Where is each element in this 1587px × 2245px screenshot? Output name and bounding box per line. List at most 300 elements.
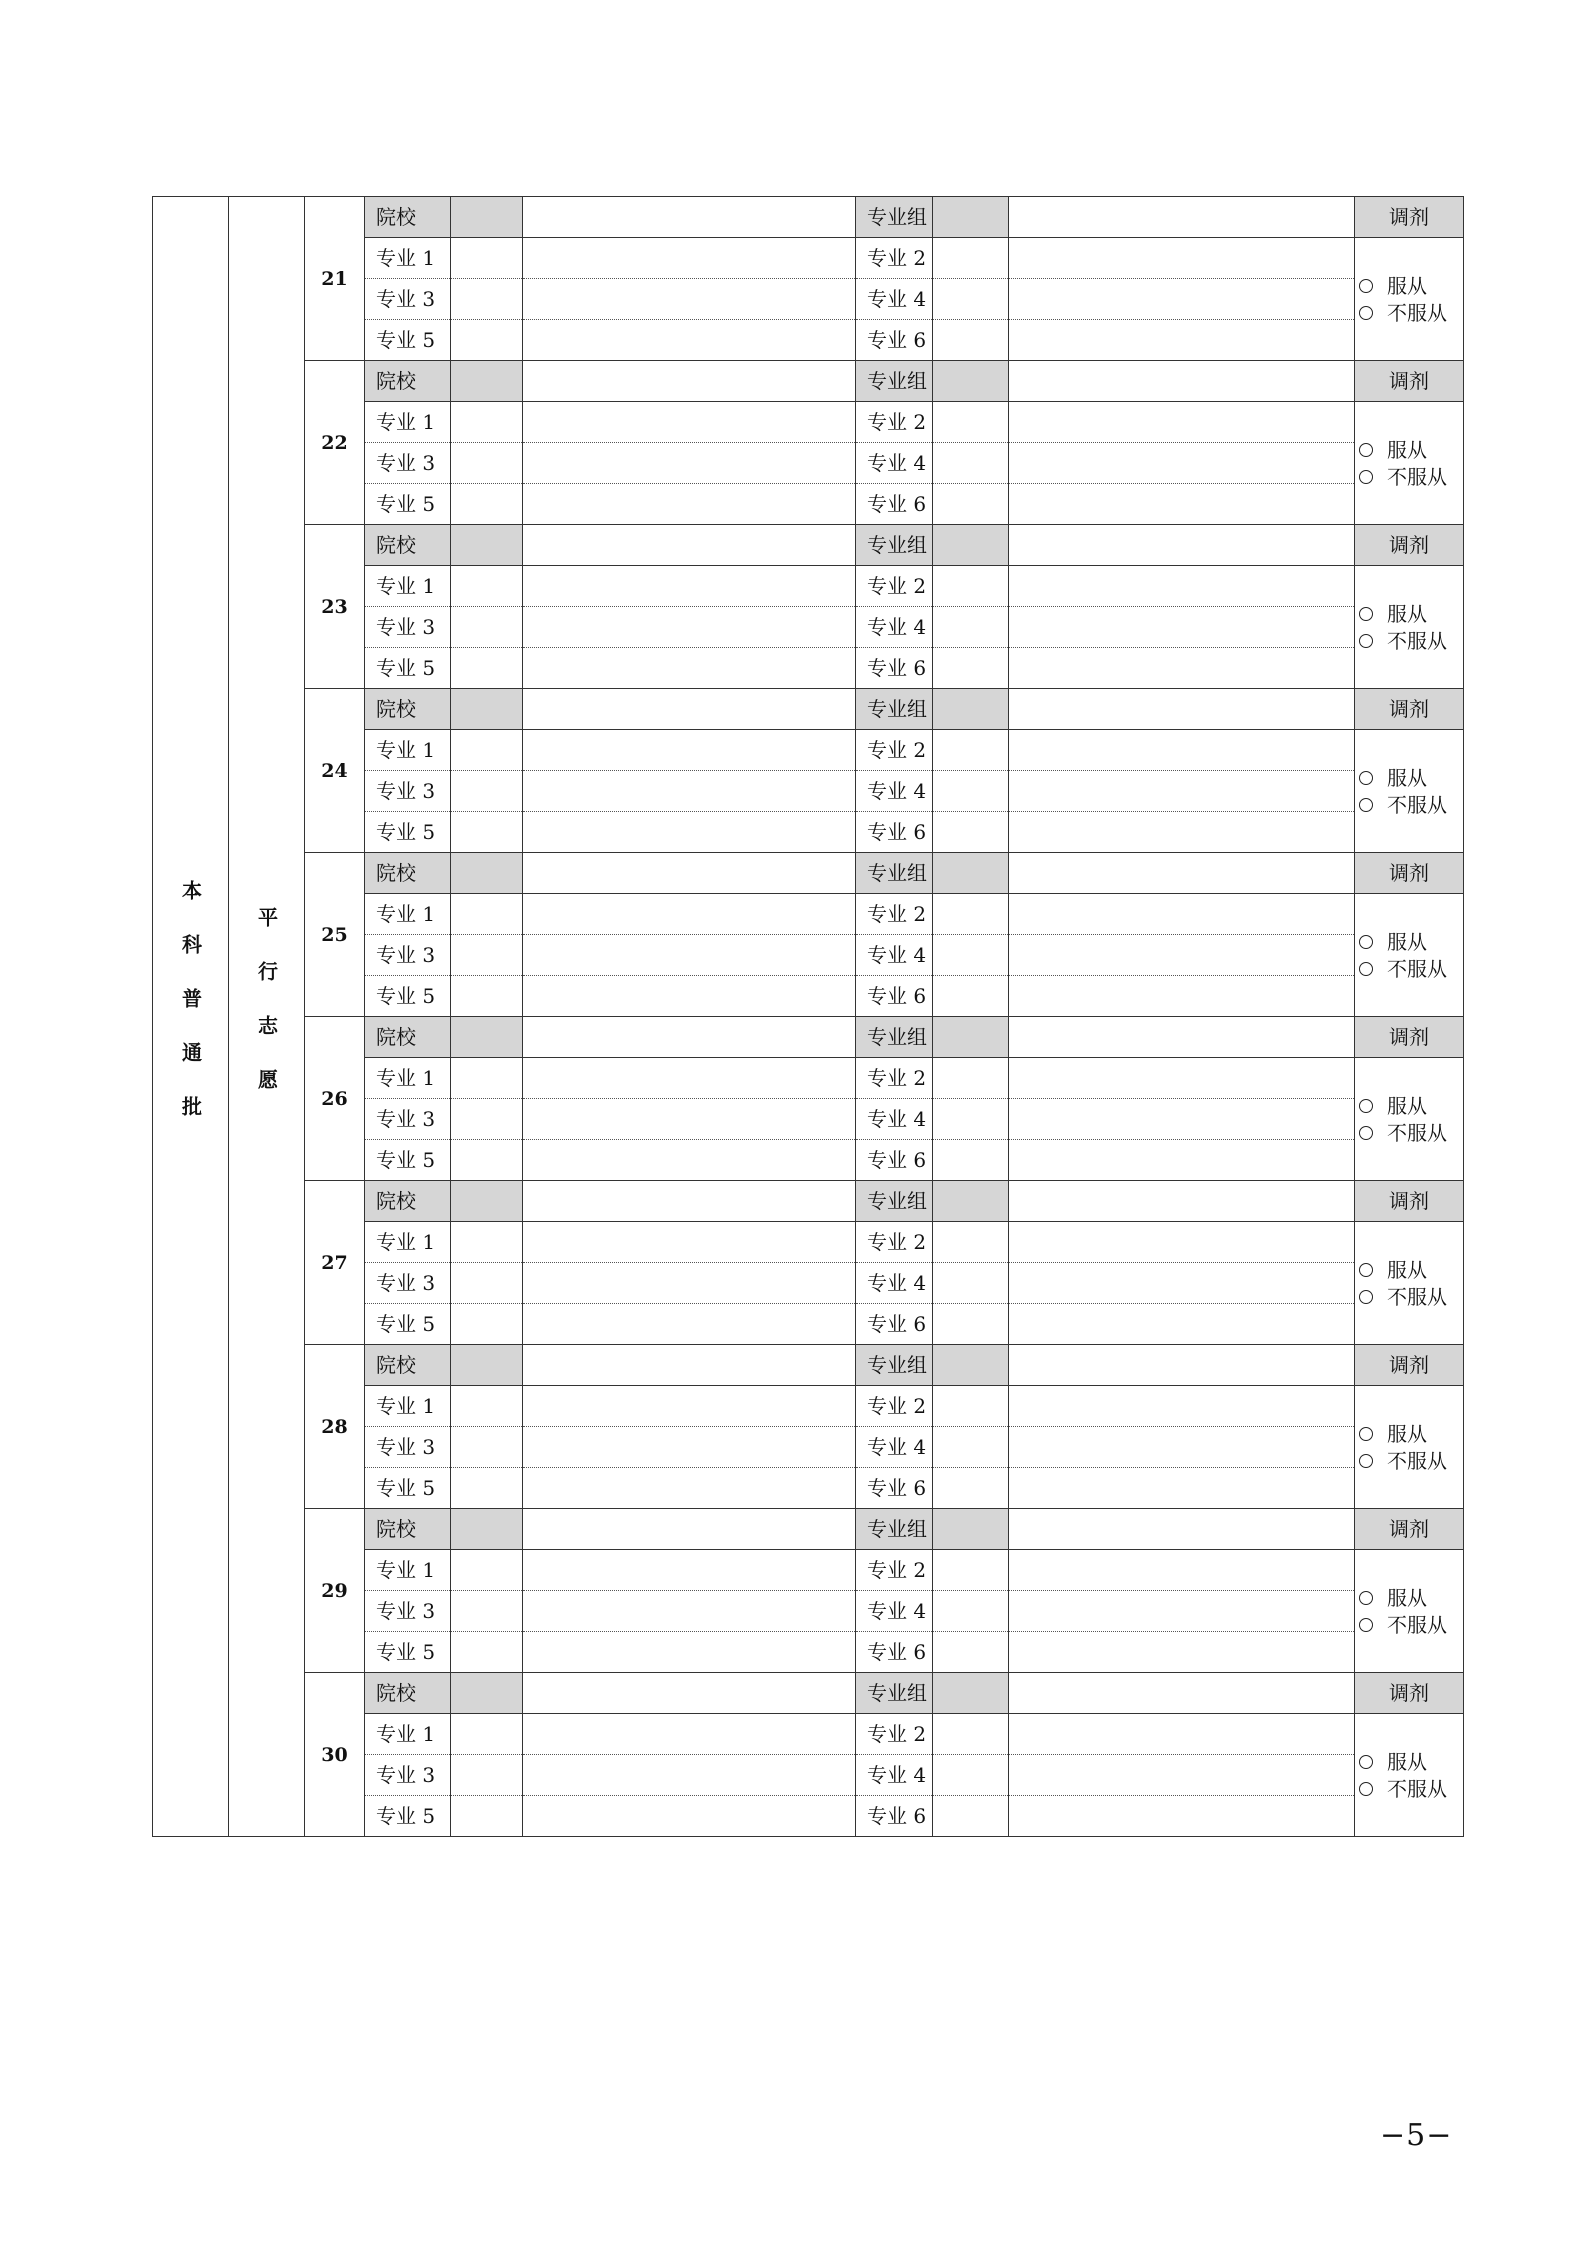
major-6-name-field[interactable] bbox=[1009, 976, 1355, 1017]
not-obey-option[interactable] bbox=[1359, 1775, 1463, 1802]
group-name-field[interactable] bbox=[1009, 689, 1355, 730]
major-1-name-field[interactable] bbox=[523, 1714, 856, 1755]
major-4-name-field[interactable] bbox=[1009, 1263, 1355, 1304]
school-name-field[interactable] bbox=[523, 1673, 856, 1714]
major-3-name-field[interactable] bbox=[523, 1263, 856, 1304]
major-2-label: 专业 2 bbox=[856, 1222, 933, 1263]
group-code-field[interactable] bbox=[933, 525, 1009, 566]
major-5-name-field[interactable] bbox=[523, 1796, 856, 1837]
major-5-name-field[interactable] bbox=[523, 1140, 856, 1181]
major-1-label: 专业 1 bbox=[365, 1714, 451, 1755]
school-code-field[interactable] bbox=[451, 1345, 523, 1386]
radio-circle-icon[interactable] bbox=[1359, 607, 1373, 621]
major-6-label: 专业 6 bbox=[856, 812, 933, 853]
major-1-name-field[interactable] bbox=[523, 1222, 856, 1263]
major-1-name-field[interactable] bbox=[523, 1386, 856, 1427]
major-6-code-field[interactable] bbox=[933, 1468, 1009, 1509]
radio-circle-icon[interactable] bbox=[1359, 634, 1373, 648]
major-1-code-field[interactable] bbox=[451, 1058, 523, 1099]
major-4-label: 专业 4 bbox=[856, 1591, 933, 1632]
obey-option[interactable] bbox=[1359, 1420, 1463, 1447]
major-5-label: 专业 5 bbox=[365, 648, 451, 689]
major-6-code-field[interactable] bbox=[933, 976, 1009, 1017]
major-4-code-field[interactable] bbox=[933, 1755, 1009, 1796]
group-name-field[interactable] bbox=[1009, 1345, 1355, 1386]
not-obey-option-label: 不服从 bbox=[1387, 1448, 1447, 1473]
major-4-code-field[interactable] bbox=[933, 1099, 1009, 1140]
group-name-field[interactable] bbox=[1009, 361, 1355, 402]
adjust-label: 调剂 bbox=[1355, 1509, 1464, 1550]
school-label: 院校 bbox=[365, 1673, 451, 1714]
major-1-code-field[interactable] bbox=[451, 730, 523, 771]
major-1-label: 专业 1 bbox=[365, 238, 451, 279]
group-code-field[interactable] bbox=[933, 689, 1009, 730]
major-1-name-field[interactable] bbox=[523, 1058, 856, 1099]
major-2-label: 专业 2 bbox=[856, 1058, 933, 1099]
major-1-code-field[interactable] bbox=[451, 402, 523, 443]
group-label: 专业组 bbox=[856, 361, 933, 402]
adjust-options bbox=[1355, 566, 1464, 689]
radio-circle-icon[interactable] bbox=[1359, 935, 1373, 949]
major-1-label: 专业 1 bbox=[365, 566, 451, 607]
major-1-code-field[interactable] bbox=[451, 1386, 523, 1427]
major-3-name-field[interactable] bbox=[523, 1755, 856, 1796]
major-2-label: 专业 2 bbox=[856, 894, 933, 935]
adjust-options bbox=[1355, 402, 1464, 525]
not-obey-option[interactable] bbox=[1359, 627, 1463, 654]
major-3-label: 专业 3 bbox=[365, 1755, 451, 1796]
major-4-code-field[interactable] bbox=[933, 1591, 1009, 1632]
radio-circle-icon[interactable] bbox=[1359, 443, 1373, 457]
major-2-code-field[interactable] bbox=[933, 1714, 1009, 1755]
major-3-code-field[interactable] bbox=[451, 443, 523, 484]
entry-29-header-row bbox=[153, 1509, 1464, 1550]
school-code-field[interactable] bbox=[451, 1017, 523, 1058]
major-6-name-field[interactable] bbox=[1009, 812, 1355, 853]
entry-26-header-row bbox=[153, 1017, 1464, 1058]
major-4-name-field[interactable] bbox=[1009, 1755, 1355, 1796]
school-label: 院校 bbox=[365, 1017, 451, 1058]
major-3-name-field[interactable] bbox=[523, 1427, 856, 1468]
group-code-field[interactable] bbox=[933, 197, 1009, 238]
major-3-label: 专业 3 bbox=[365, 607, 451, 648]
obey-option[interactable] bbox=[1359, 1092, 1463, 1119]
obey-option[interactable] bbox=[1359, 928, 1463, 955]
major-3-label: 专业 3 bbox=[365, 1591, 451, 1632]
group-code-field[interactable] bbox=[933, 361, 1009, 402]
radio-circle-icon[interactable] bbox=[1359, 470, 1373, 484]
major-1-label: 专业 1 bbox=[365, 730, 451, 771]
school-code-field[interactable] bbox=[451, 525, 523, 566]
group-code-field[interactable] bbox=[933, 1017, 1009, 1058]
major-2-code-field[interactable] bbox=[933, 402, 1009, 443]
not-obey-option-label: 不服从 bbox=[1387, 1284, 1447, 1309]
group-label: 专业组 bbox=[856, 1345, 933, 1386]
major-4-code-field[interactable] bbox=[933, 1263, 1009, 1304]
major-5-code-field[interactable] bbox=[451, 1796, 523, 1837]
major-5-code-field[interactable] bbox=[451, 812, 523, 853]
major-6-code-field[interactable] bbox=[933, 648, 1009, 689]
major-5-label: 专业 5 bbox=[365, 1304, 451, 1345]
major-1-name-field[interactable] bbox=[523, 402, 856, 443]
major-5-label: 专业 5 bbox=[365, 976, 451, 1017]
entry-22-header-row bbox=[153, 361, 1464, 402]
school-label: 院校 bbox=[365, 853, 451, 894]
major-3-name-field[interactable] bbox=[523, 1099, 856, 1140]
major-3-name-field[interactable] bbox=[523, 279, 856, 320]
radio-circle-icon[interactable] bbox=[1359, 306, 1373, 320]
school-code-field[interactable] bbox=[451, 197, 523, 238]
group-name-field[interactable] bbox=[1009, 1017, 1355, 1058]
major-2-code-field[interactable] bbox=[933, 238, 1009, 279]
major-5-label: 专业 5 bbox=[365, 1140, 451, 1181]
major-3-code-field[interactable] bbox=[451, 1755, 523, 1796]
obey-option[interactable] bbox=[1359, 764, 1463, 791]
major-4-name-field[interactable] bbox=[1009, 1099, 1355, 1140]
major-3-name-field[interactable] bbox=[523, 443, 856, 484]
major-3-label: 专业 3 bbox=[365, 279, 451, 320]
major-6-code-field[interactable] bbox=[933, 812, 1009, 853]
major-6-code-field[interactable] bbox=[933, 1140, 1009, 1181]
obey-option-label: 服从 bbox=[1387, 765, 1427, 790]
school-name-field[interactable] bbox=[523, 1509, 856, 1550]
major-1-label: 专业 1 bbox=[365, 1058, 451, 1099]
major-6-name-field[interactable] bbox=[1009, 1304, 1355, 1345]
group-label: 专业组 bbox=[856, 1673, 933, 1714]
major-2-label: 专业 2 bbox=[856, 1550, 933, 1591]
major-6-name-field[interactable] bbox=[1009, 1632, 1355, 1673]
major-5-code-field[interactable] bbox=[451, 1304, 523, 1345]
radio-circle-icon[interactable] bbox=[1359, 1782, 1373, 1796]
major-5-name-field[interactable] bbox=[523, 812, 856, 853]
school-label: 院校 bbox=[365, 525, 451, 566]
major-4-label: 专业 4 bbox=[856, 443, 933, 484]
major-1-code-field[interactable] bbox=[451, 566, 523, 607]
major-5-code-field[interactable] bbox=[451, 976, 523, 1017]
group-name-field[interactable] bbox=[1009, 853, 1355, 894]
major-6-name-field[interactable] bbox=[1009, 1796, 1355, 1837]
school-label: 院校 bbox=[365, 1509, 451, 1550]
entry-30-header-row bbox=[153, 1673, 1464, 1714]
entry-number: 23 bbox=[305, 525, 365, 689]
adjust-options bbox=[1355, 1222, 1464, 1345]
school-name-field[interactable] bbox=[523, 853, 856, 894]
obey-option[interactable] bbox=[1359, 1584, 1463, 1611]
radio-circle-icon[interactable] bbox=[1359, 771, 1373, 785]
major-1-name-field[interactable] bbox=[523, 1550, 856, 1591]
major-3-code-field[interactable] bbox=[451, 1427, 523, 1468]
school-code-field[interactable] bbox=[451, 853, 523, 894]
major-2-code-field[interactable] bbox=[933, 730, 1009, 771]
school-name-field[interactable] bbox=[523, 1181, 856, 1222]
group-label: 专业组 bbox=[856, 853, 933, 894]
major-1-code-field[interactable] bbox=[451, 1222, 523, 1263]
major-5-code-field[interactable] bbox=[451, 484, 523, 525]
major-6-name-field[interactable] bbox=[1009, 648, 1355, 689]
major-1-code-field[interactable] bbox=[451, 1714, 523, 1755]
obey-option-label: 服从 bbox=[1387, 437, 1427, 462]
major-4-code-field[interactable] bbox=[933, 935, 1009, 976]
major-4-name-field[interactable] bbox=[1009, 771, 1355, 812]
school-label: 院校 bbox=[365, 1345, 451, 1386]
obey-option-label: 服从 bbox=[1387, 929, 1427, 954]
major-4-code-field[interactable] bbox=[933, 607, 1009, 648]
major-5-code-field[interactable] bbox=[451, 1468, 523, 1509]
major-5-label: 专业 5 bbox=[365, 1468, 451, 1509]
major-5-label: 专业 5 bbox=[365, 1632, 451, 1673]
major-6-name-field[interactable] bbox=[1009, 484, 1355, 525]
obey-option[interactable] bbox=[1359, 1256, 1463, 1283]
school-code-field[interactable] bbox=[451, 361, 523, 402]
group-name-field[interactable] bbox=[1009, 1509, 1355, 1550]
major-2-name-field[interactable] bbox=[1009, 1058, 1355, 1099]
group-name-field[interactable] bbox=[1009, 1673, 1355, 1714]
adjust-label: 调剂 bbox=[1355, 1181, 1464, 1222]
entry-25-header-row bbox=[153, 853, 1464, 894]
group-label: 专业组 bbox=[856, 197, 933, 238]
major-2-name-field[interactable] bbox=[1009, 402, 1355, 443]
major-5-label: 专业 5 bbox=[365, 1796, 451, 1837]
major-1-name-field[interactable] bbox=[523, 894, 856, 935]
entry-27-header-row bbox=[153, 1181, 1464, 1222]
major-6-label: 专业 6 bbox=[856, 976, 933, 1017]
group-label: 专业组 bbox=[856, 1017, 933, 1058]
entry-21-header-row bbox=[153, 197, 1464, 238]
major-3-name-field[interactable] bbox=[523, 771, 856, 812]
school-code-field[interactable] bbox=[451, 689, 523, 730]
major-6-label: 专业 6 bbox=[856, 1468, 933, 1509]
major-5-code-field[interactable] bbox=[451, 648, 523, 689]
adjust-label: 调剂 bbox=[1355, 1017, 1464, 1058]
major-5-name-field[interactable] bbox=[523, 1632, 856, 1673]
radio-circle-icon[interactable] bbox=[1359, 1099, 1373, 1113]
major-1-name-field[interactable] bbox=[523, 238, 856, 279]
school-code-field[interactable] bbox=[451, 1509, 523, 1550]
major-5-name-field[interactable] bbox=[523, 320, 856, 361]
radio-circle-icon[interactable] bbox=[1359, 1755, 1373, 1769]
major-1-code-field[interactable] bbox=[451, 894, 523, 935]
major-3-code-field[interactable] bbox=[451, 279, 523, 320]
obey-option[interactable] bbox=[1359, 1748, 1463, 1775]
adjust-options bbox=[1355, 1714, 1464, 1837]
radio-circle-icon[interactable] bbox=[1359, 798, 1373, 812]
group-name-field[interactable] bbox=[1009, 1181, 1355, 1222]
obey-option-label: 服从 bbox=[1387, 1421, 1427, 1446]
not-obey-option-label: 不服从 bbox=[1387, 1612, 1447, 1637]
major-2-code-field[interactable] bbox=[933, 1058, 1009, 1099]
school-name-field[interactable] bbox=[523, 197, 856, 238]
major-2-code-field[interactable] bbox=[933, 566, 1009, 607]
major-5-name-field[interactable] bbox=[523, 1304, 856, 1345]
group-name-field[interactable] bbox=[1009, 197, 1355, 238]
group-name-field[interactable] bbox=[1009, 525, 1355, 566]
major-6-code-field[interactable] bbox=[933, 1796, 1009, 1837]
entry-number: 22 bbox=[305, 361, 365, 525]
not-obey-option-label: 不服从 bbox=[1387, 792, 1447, 817]
obey-option[interactable] bbox=[1359, 436, 1463, 463]
batch-label: 本科普通批 bbox=[178, 880, 203, 1150]
major-3-code-field[interactable] bbox=[451, 1099, 523, 1140]
school-code-field[interactable] bbox=[451, 1181, 523, 1222]
radio-circle-icon[interactable] bbox=[1359, 1126, 1373, 1140]
major-4-label: 专业 4 bbox=[856, 279, 933, 320]
adjust-label: 调剂 bbox=[1355, 361, 1464, 402]
major-5-code-field[interactable] bbox=[451, 320, 523, 361]
school-label: 院校 bbox=[365, 689, 451, 730]
major-5-name-field[interactable] bbox=[523, 648, 856, 689]
major-2-label: 专业 2 bbox=[856, 1386, 933, 1427]
major-3-name-field[interactable] bbox=[523, 1591, 856, 1632]
group-code-field[interactable] bbox=[933, 853, 1009, 894]
not-obey-option[interactable] bbox=[1359, 955, 1463, 982]
adjust-options bbox=[1355, 1550, 1464, 1673]
major-6-code-field[interactable] bbox=[933, 320, 1009, 361]
major-4-name-field[interactable] bbox=[1009, 607, 1355, 648]
not-obey-option[interactable] bbox=[1359, 1611, 1463, 1638]
school-code-field[interactable] bbox=[451, 1673, 523, 1714]
school-name-field[interactable] bbox=[523, 361, 856, 402]
not-obey-option-label: 不服从 bbox=[1387, 300, 1447, 325]
entry-24-header-row bbox=[153, 689, 1464, 730]
major-3-name-field[interactable] bbox=[523, 607, 856, 648]
major-5-code-field[interactable] bbox=[451, 1632, 523, 1673]
major-2-name-field[interactable] bbox=[1009, 1222, 1355, 1263]
major-5-name-field[interactable] bbox=[523, 1468, 856, 1509]
radio-circle-icon[interactable] bbox=[1359, 279, 1373, 293]
major-4-code-field[interactable] bbox=[933, 771, 1009, 812]
major-6-code-field[interactable] bbox=[933, 484, 1009, 525]
volunteer-form-table bbox=[152, 196, 1464, 1837]
major-4-code-field[interactable] bbox=[933, 279, 1009, 320]
page-number: −5− bbox=[1380, 2118, 1453, 2153]
entry-number: 30 bbox=[305, 1673, 365, 1837]
major-2-code-field[interactable] bbox=[933, 1222, 1009, 1263]
major-4-name-field[interactable] bbox=[1009, 935, 1355, 976]
obey-option[interactable] bbox=[1359, 600, 1463, 627]
major-5-code-field[interactable] bbox=[451, 1140, 523, 1181]
major-2-label: 专业 2 bbox=[856, 238, 933, 279]
not-obey-option[interactable] bbox=[1359, 1447, 1463, 1474]
major-1-code-field[interactable] bbox=[451, 238, 523, 279]
group-code-field[interactable] bbox=[933, 1509, 1009, 1550]
obey-option-label: 服从 bbox=[1387, 1585, 1427, 1610]
school-name-field[interactable] bbox=[523, 689, 856, 730]
major-4-name-field[interactable] bbox=[1009, 1427, 1355, 1468]
major-1-name-field[interactable] bbox=[523, 730, 856, 771]
not-obey-option[interactable] bbox=[1359, 791, 1463, 818]
radio-circle-icon[interactable] bbox=[1359, 1263, 1373, 1277]
radio-circle-icon[interactable] bbox=[1359, 1454, 1373, 1468]
major-2-name-field[interactable] bbox=[1009, 566, 1355, 607]
major-4-code-field[interactable] bbox=[933, 443, 1009, 484]
group-code-field[interactable] bbox=[933, 1673, 1009, 1714]
major-2-label: 专业 2 bbox=[856, 730, 933, 771]
major-5-name-field[interactable] bbox=[523, 976, 856, 1017]
major-2-name-field[interactable] bbox=[1009, 730, 1355, 771]
major-4-name-field[interactable] bbox=[1009, 279, 1355, 320]
major-3-code-field[interactable] bbox=[451, 935, 523, 976]
major-6-code-field[interactable] bbox=[933, 1304, 1009, 1345]
major-6-label: 专业 6 bbox=[856, 1796, 933, 1837]
major-4-label: 专业 4 bbox=[856, 935, 933, 976]
major-1-label: 专业 1 bbox=[365, 1386, 451, 1427]
entry-number: 27 bbox=[305, 1181, 365, 1345]
entry-number: 28 bbox=[305, 1345, 365, 1509]
adjust-label: 调剂 bbox=[1355, 1673, 1464, 1714]
major-2-code-field[interactable] bbox=[933, 894, 1009, 935]
major-2-name-field[interactable] bbox=[1009, 894, 1355, 935]
school-name-field[interactable] bbox=[523, 525, 856, 566]
major-5-label: 专业 5 bbox=[365, 812, 451, 853]
major-4-code-field[interactable] bbox=[933, 1427, 1009, 1468]
major-6-name-field[interactable] bbox=[1009, 1468, 1355, 1509]
major-6-label: 专业 6 bbox=[856, 1632, 933, 1673]
radio-circle-icon[interactable] bbox=[1359, 1591, 1373, 1605]
major-3-code-field[interactable] bbox=[451, 1263, 523, 1304]
group-code-field[interactable] bbox=[933, 1345, 1009, 1386]
major-2-code-field[interactable] bbox=[933, 1386, 1009, 1427]
major-4-label: 专业 4 bbox=[856, 1755, 933, 1796]
major-3-name-field[interactable] bbox=[523, 935, 856, 976]
major-3-code-field[interactable] bbox=[451, 771, 523, 812]
major-4-name-field[interactable] bbox=[1009, 1591, 1355, 1632]
major-1-code-field[interactable] bbox=[451, 1550, 523, 1591]
major-3-code-field[interactable] bbox=[451, 607, 523, 648]
major-2-name-field[interactable] bbox=[1009, 1550, 1355, 1591]
group-label: 专业组 bbox=[856, 689, 933, 730]
group-code-field[interactable] bbox=[933, 1181, 1009, 1222]
group-label: 专业组 bbox=[856, 525, 933, 566]
major-6-name-field[interactable] bbox=[1009, 1140, 1355, 1181]
obey-option[interactable] bbox=[1359, 272, 1463, 299]
radio-circle-icon[interactable] bbox=[1359, 1618, 1373, 1632]
not-obey-option[interactable] bbox=[1359, 463, 1463, 490]
school-name-field[interactable] bbox=[523, 1345, 856, 1386]
major-1-label: 专业 1 bbox=[365, 1550, 451, 1591]
adjust-label: 调剂 bbox=[1355, 525, 1464, 566]
adjust-options bbox=[1355, 1386, 1464, 1509]
major-3-label: 专业 3 bbox=[365, 1263, 451, 1304]
not-obey-option[interactable] bbox=[1359, 1119, 1463, 1146]
major-2-name-field[interactable] bbox=[1009, 1714, 1355, 1755]
obey-option-label: 服从 bbox=[1387, 601, 1427, 626]
major-3-code-field[interactable] bbox=[451, 1591, 523, 1632]
batch-label-cell bbox=[153, 197, 229, 1837]
major-5-name-field[interactable] bbox=[523, 484, 856, 525]
major-4-label: 专业 4 bbox=[856, 1099, 933, 1140]
radio-circle-icon[interactable] bbox=[1359, 962, 1373, 976]
not-obey-option[interactable] bbox=[1359, 299, 1463, 326]
major-6-code-field[interactable] bbox=[933, 1632, 1009, 1673]
major-4-label: 专业 4 bbox=[856, 1263, 933, 1304]
major-2-name-field[interactable] bbox=[1009, 238, 1355, 279]
major-4-name-field[interactable] bbox=[1009, 443, 1355, 484]
major-2-code-field[interactable] bbox=[933, 1550, 1009, 1591]
type-label-cell bbox=[229, 197, 305, 1837]
major-2-name-field[interactable] bbox=[1009, 1386, 1355, 1427]
radio-circle-icon[interactable] bbox=[1359, 1427, 1373, 1441]
entry-number: 21 bbox=[305, 197, 365, 361]
adjust-label: 调剂 bbox=[1355, 197, 1464, 238]
radio-circle-icon[interactable] bbox=[1359, 1290, 1373, 1304]
major-6-name-field[interactable] bbox=[1009, 320, 1355, 361]
not-obey-option[interactable] bbox=[1359, 1283, 1463, 1310]
major-2-label: 专业 2 bbox=[856, 1714, 933, 1755]
major-1-name-field[interactable] bbox=[523, 566, 856, 607]
school-name-field[interactable] bbox=[523, 1017, 856, 1058]
adjust-options bbox=[1355, 1058, 1464, 1181]
major-1-label: 专业 1 bbox=[365, 1222, 451, 1263]
